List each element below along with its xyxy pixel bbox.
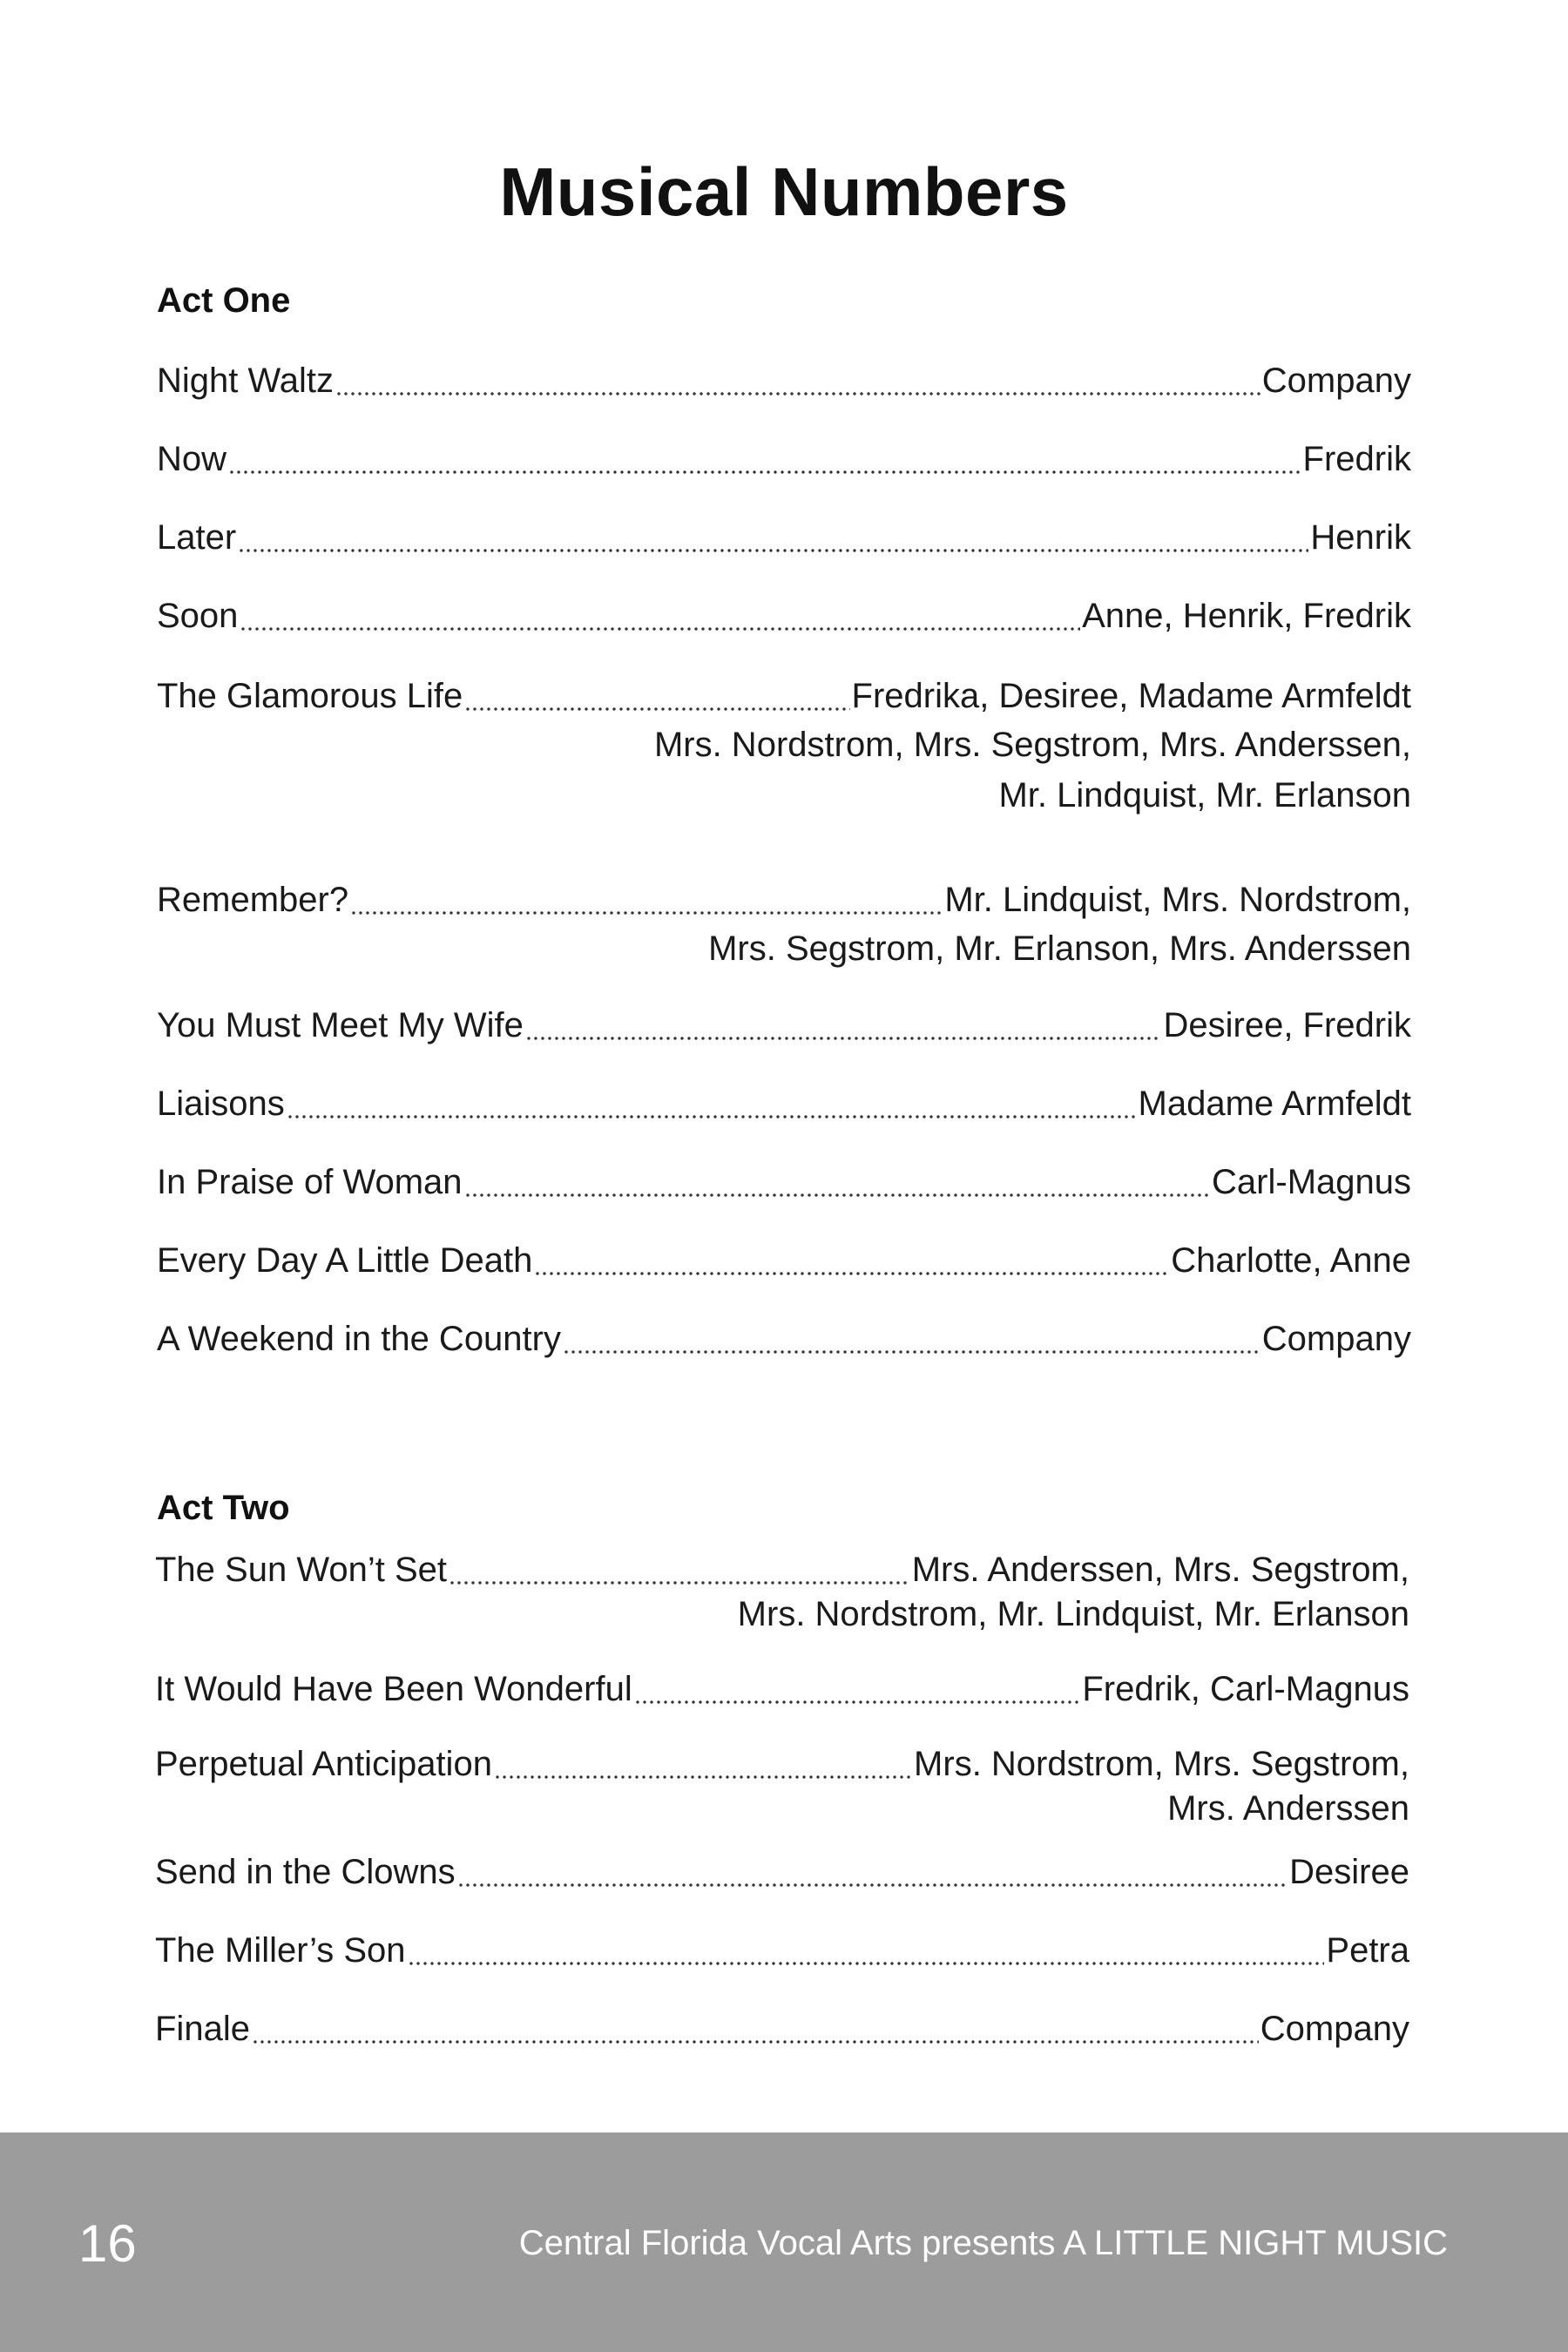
dot-leader	[408, 1960, 1325, 1967]
dot-leader	[335, 390, 1260, 397]
performers-continued: Mrs. Nordstrom, Mr. Lindquist, Mr. Erlanson	[737, 1595, 1409, 1633]
act-one-number-2	[157, 436, 1411, 483]
performers-continued: Mrs. Nordstrom, Mrs. Segstrom, Mrs. Anderssen,	[653, 726, 1411, 764]
song-title: Later	[157, 518, 237, 557]
performers: Madame Armfeldt	[1138, 1085, 1411, 1123]
act-one-number-11	[157, 1315, 1411, 1362]
song-title: You Must Meet My Wife	[157, 1006, 524, 1044]
act-one-number-4	[157, 592, 1411, 639]
act-one-number-10	[157, 1237, 1411, 1284]
performers-continued: Mrs. Anderssen	[1167, 1789, 1409, 1828]
song-title: Night Waltz	[157, 362, 335, 400]
performers: Mrs. Nordstrom, Mrs. Segstrom,	[914, 1745, 1409, 1783]
performers: Fredrik	[1302, 440, 1411, 478]
dot-leader	[634, 1699, 1081, 1706]
act-two-heading: Act Two	[157, 1489, 290, 1527]
song-title: Soon	[157, 597, 239, 635]
dot-leader	[464, 1192, 1211, 1199]
performers: Petra	[1326, 1931, 1409, 1970]
song-title: Now	[157, 440, 227, 478]
song-title: The Glamorous Life	[157, 677, 463, 715]
performers: Desiree, Fredrik	[1163, 1006, 1411, 1044]
dot-leader	[238, 547, 1308, 554]
act-one-number-7	[157, 1002, 1411, 1049]
act-two-number-2	[155, 1666, 1409, 1713]
song-title: Liaisons	[157, 1085, 285, 1123]
act-one-number-8	[157, 1080, 1411, 1127]
performers-continued: Mr. Lindquist, Mr. Erlanson	[998, 776, 1411, 814]
performers: Fredrik, Carl-Magnus	[1082, 1670, 1409, 1708]
performers: Carl-Magnus	[1212, 1163, 1411, 1201]
dot-leader	[457, 1882, 1288, 1889]
act-two-number-5	[155, 1927, 1409, 1974]
performers: Fredrika, Desiree, Madame Armfeldt	[851, 677, 1411, 715]
song-title: Remember?	[157, 881, 349, 919]
dot-leader	[494, 1774, 912, 1781]
dot-leader	[252, 2038, 1259, 2045]
dot-leader	[240, 625, 1080, 632]
act-one-number-1	[157, 357, 1411, 404]
song-title: In Praise of Woman	[157, 1163, 463, 1201]
performers: Company	[1261, 362, 1411, 400]
song-title: The Miller’s Son	[155, 1931, 406, 1970]
act-two-number-4	[155, 1848, 1409, 1896]
page-title: Musical Numbers	[499, 153, 1069, 230]
song-title: Every Day A Little Death	[157, 1241, 533, 1280]
performers-continued: Mrs. Segstrom, Mr. Erlanson, Mrs. Anderssen	[708, 929, 1411, 968]
act-two-number-1	[155, 1546, 1409, 1635]
dot-leader	[464, 706, 849, 713]
song-title: Finale	[155, 2010, 250, 2048]
dot-leader	[525, 1035, 1162, 1042]
performers: Anne, Henrik, Fredrik	[1082, 597, 1411, 635]
song-title: The Sun Won’t Set	[155, 1551, 447, 1589]
performers: Company	[1261, 1320, 1411, 1358]
dot-leader	[534, 1270, 1169, 1277]
page-number: 16	[78, 2214, 137, 2273]
act-one-number-5	[157, 672, 1411, 821]
song-title: Send in the Clowns	[155, 1853, 456, 1891]
act-one-number-9	[157, 1159, 1411, 1206]
act-one-heading: Act One	[157, 281, 291, 320]
performers: Desiree	[1289, 1853, 1409, 1891]
performers: Henrik	[1310, 518, 1411, 557]
act-one-number-6	[157, 876, 1411, 974]
performers: Mr. Lindquist, Mrs. Nordstrom,	[944, 881, 1411, 919]
act-two-number-6	[155, 2005, 1409, 2052]
page-footer	[0, 2132, 1568, 2352]
song-title: Perpetual Anticipation	[155, 1745, 492, 1783]
dot-leader	[449, 1579, 910, 1586]
performers: Mrs. Anderssen, Mrs. Segstrom,	[911, 1551, 1409, 1589]
performers: Company	[1260, 2010, 1409, 2048]
song-title: It Would Have Been Wonderful	[155, 1670, 632, 1708]
footer-credit: Central Florida Vocal Arts presents A LITTLE NIGHT MUSIC	[518, 2224, 1448, 2262]
dot-leader	[563, 1348, 1260, 1355]
performers: Charlotte, Anne	[1171, 1241, 1411, 1280]
act-one-number-3	[157, 514, 1411, 561]
song-title: A Weekend in the Country	[157, 1320, 561, 1358]
act-two-number-3	[155, 1740, 1409, 1829]
dot-leader	[350, 909, 943, 916]
dot-leader	[287, 1113, 1137, 1120]
dot-leader	[228, 469, 1301, 476]
